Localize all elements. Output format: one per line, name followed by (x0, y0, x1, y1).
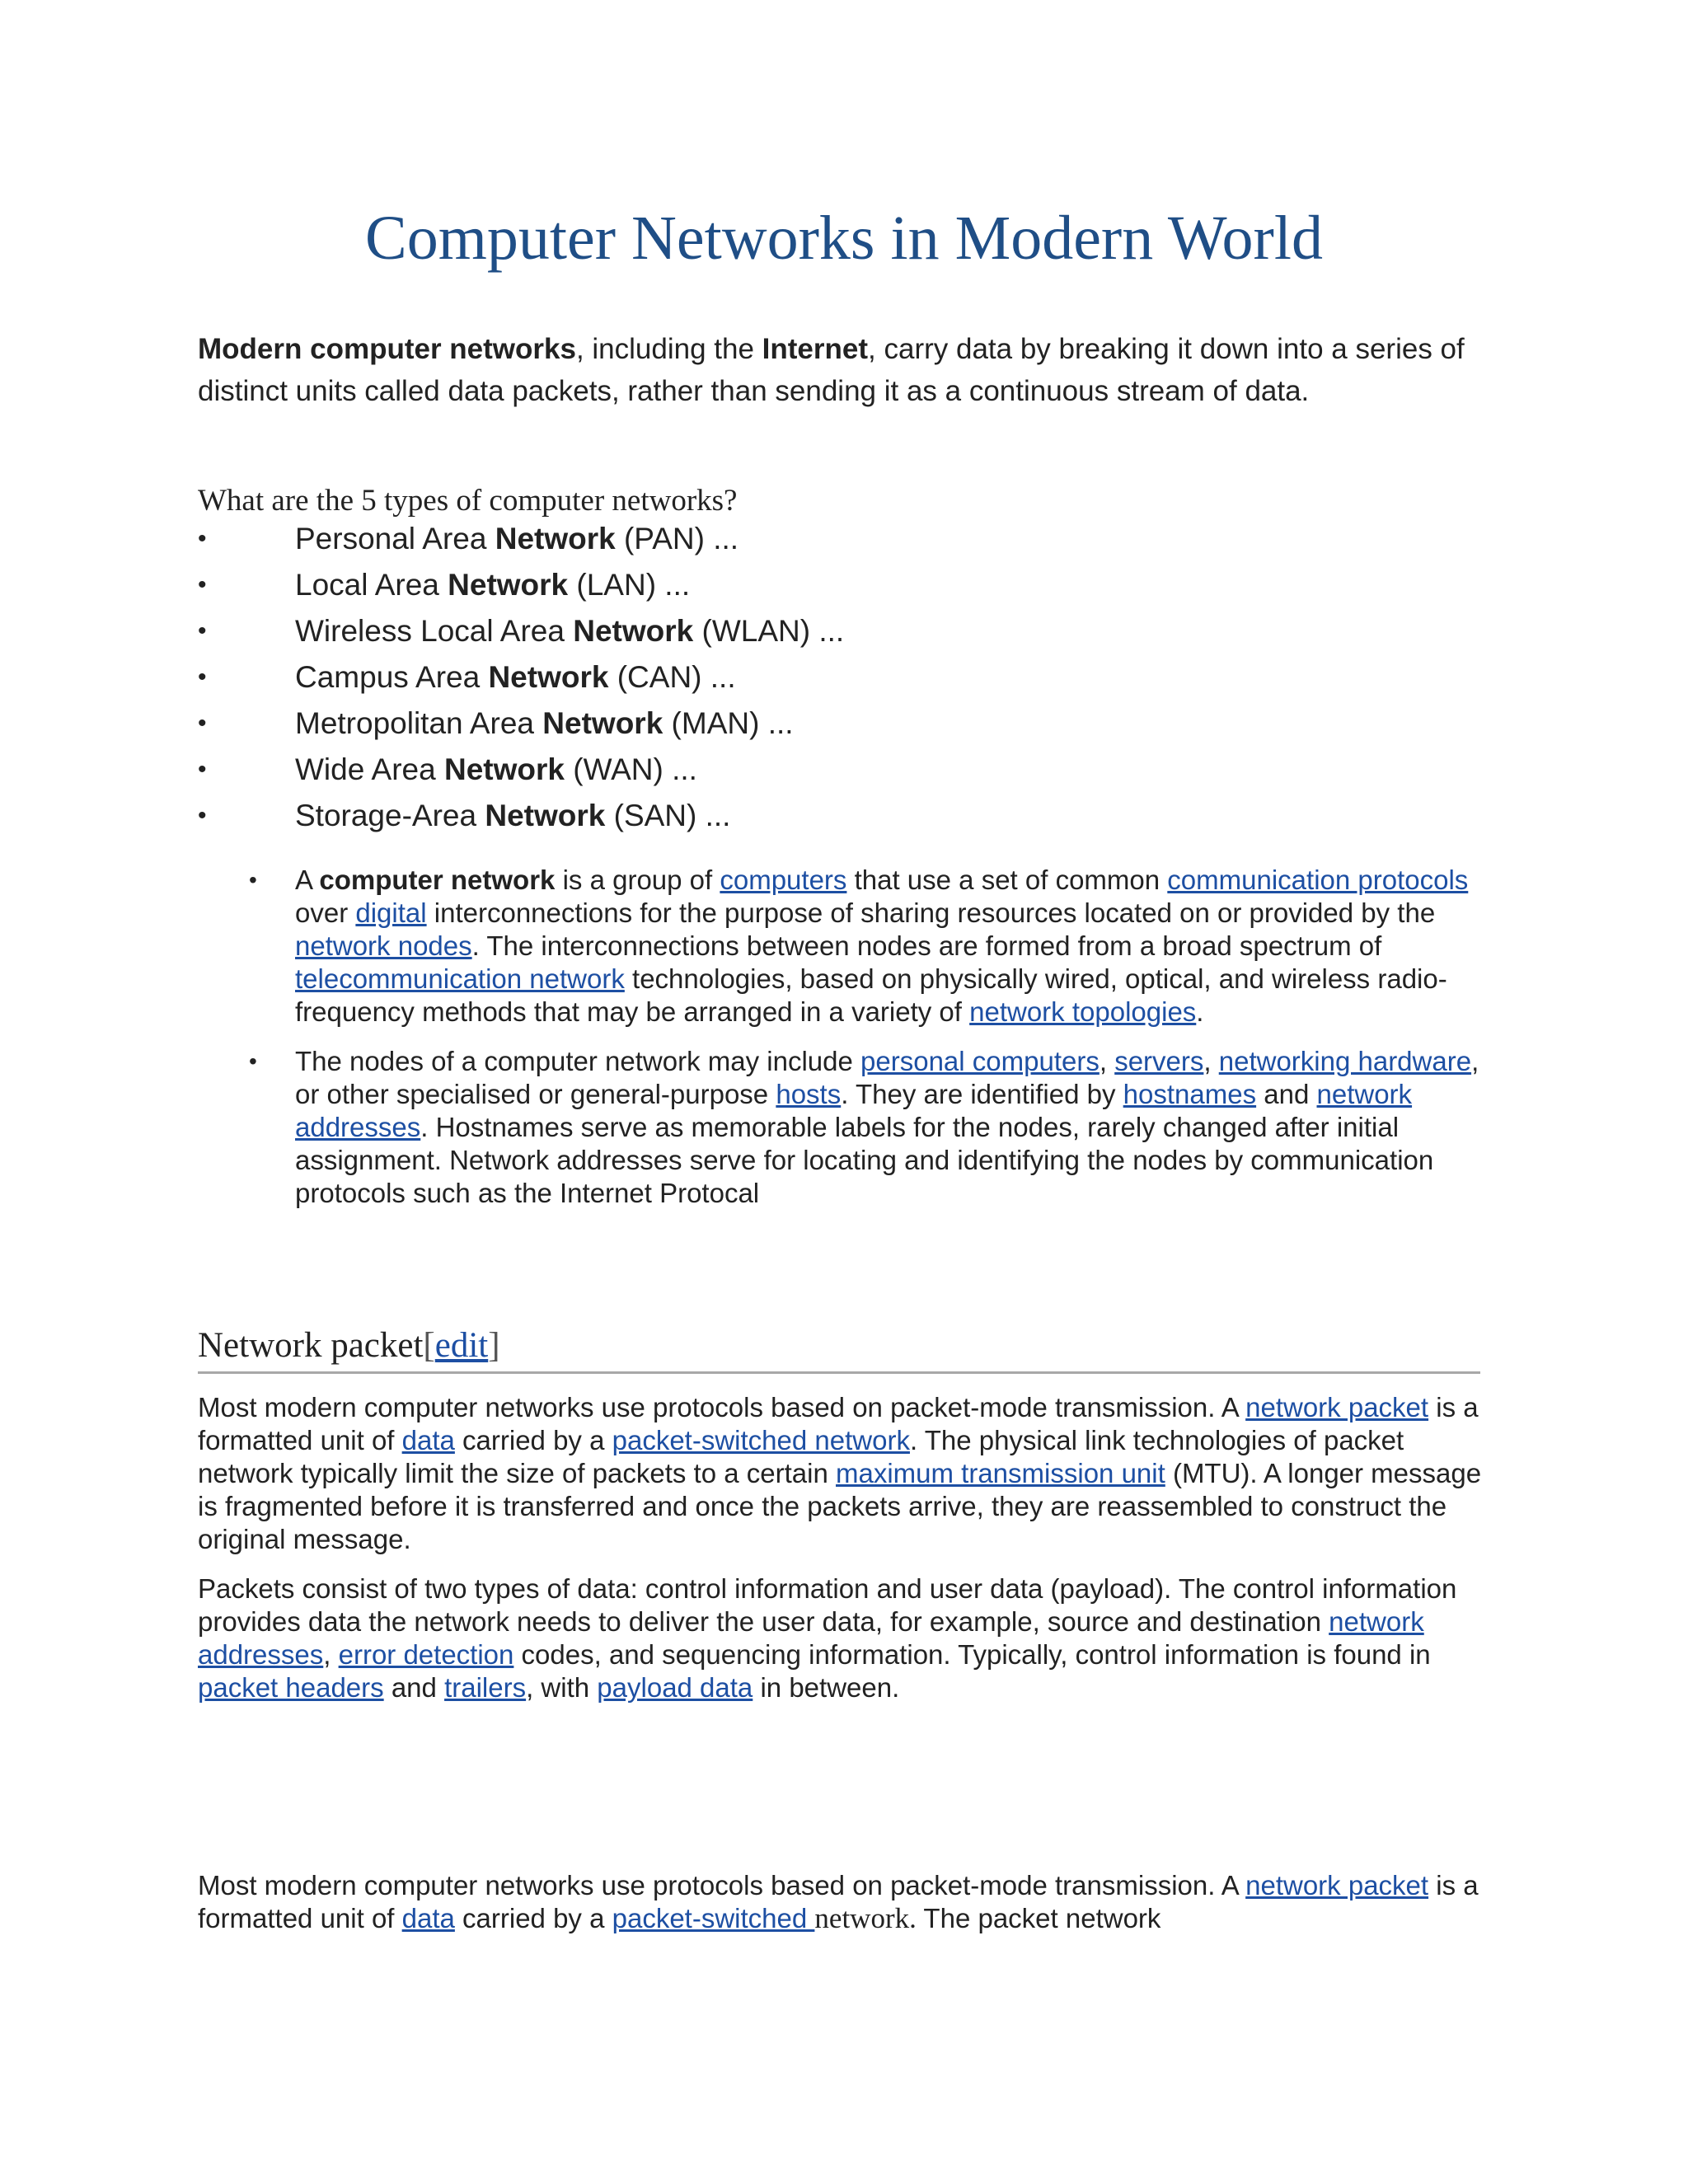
list-item-text: Wide Area (295, 752, 444, 786)
section-heading-network-packet (198, 1322, 1480, 1374)
section-heading-text: Network packet (198, 1326, 424, 1365)
link-hosts[interactable]: hosts (776, 1079, 842, 1109)
text: Most modern computer networks use protocols based on packet-mode transmission. A (198, 1870, 1246, 1900)
list-item-suffix: (WAN) ... (564, 752, 697, 786)
list-item-suffix: (MAN) ... (663, 706, 794, 740)
text: in between. (753, 1672, 900, 1703)
text: , (1099, 1046, 1115, 1076)
link-network-addresses[interactable]: network addresses (295, 1079, 1413, 1142)
link-payload-data[interactable]: payload data (597, 1672, 753, 1703)
link-network-addresses[interactable]: network addresses (198, 1606, 1424, 1670)
text: Packets consist of two types of data: control information and user data (payload). The control information provides data the network needs to deliver the user data, for example, source and destination (198, 1573, 1457, 1637)
text: , with (526, 1672, 598, 1703)
link-hostnames[interactable]: hostnames (1123, 1079, 1257, 1109)
text: , (1203, 1046, 1219, 1076)
text: The nodes of a computer network may include (295, 1046, 861, 1076)
list-item-bold: Network (488, 660, 609, 694)
list-item-bold: Network (573, 614, 694, 648)
list-item-bold: Network (443, 752, 565, 786)
link-packet-switched[interactable]: packet-switched (612, 1903, 815, 1933)
list-item-bold: Network (495, 522, 616, 555)
bold-term: computer network (319, 865, 556, 895)
list-item-suffix: (PAN) ... (615, 522, 739, 555)
list-item-suffix: (SAN) ... (605, 799, 731, 832)
link-network-topologies[interactable]: network topologies (969, 996, 1197, 1027)
intro-bold-2: Internet (762, 333, 869, 365)
list-item-text: Metropolitan Area (295, 706, 543, 740)
network-types-question: What are the 5 types of computer networks? (198, 484, 738, 518)
text: is a formatted unit of (198, 1392, 1479, 1455)
intro-paragraph (198, 328, 1484, 412)
link-data[interactable]: data (401, 1425, 455, 1455)
paragraph-packet-mode-repeat (198, 1869, 1492, 1935)
list-item-bold: Network (485, 799, 606, 832)
text: interconnections for the purpose of sharing resources located on or provided by the (426, 898, 1436, 928)
list-item (198, 752, 844, 798)
text: network. (814, 1902, 917, 1934)
text: . Hostnames serve as memorable labels for the nodes, rarely changed after initial assignment. Network addresses serve for locating and identifying the nodes by communication protocols such as the Internet Protocal (295, 1112, 1434, 1208)
intro-text-1: , including the (575, 333, 762, 365)
paragraph-packet-mode (198, 1391, 1492, 1556)
list-item-text: Campus Area (295, 660, 489, 694)
list-item (198, 705, 844, 752)
list-item-suffix: (CAN) ... (608, 660, 736, 694)
intro-text-2: , carry data by breaking it down into a series of distinct units called data packets, rather than sending it as a continuous stream of data. (198, 333, 1465, 407)
link-networking-hardware[interactable]: networking hardware (1218, 1046, 1472, 1076)
text: carried by a (454, 1903, 612, 1933)
network-types-list (198, 521, 844, 844)
text: technologies, based on physically wired, optical, and wireless radio-frequency methods that may be arranged in a variety of (295, 963, 1447, 1027)
list-item-text: Wireless Local Area (295, 614, 574, 648)
page-title: Computer Networks in Modern World (365, 204, 1323, 273)
text: , or other specialised or general-purpose (295, 1046, 1479, 1109)
link-network-nodes[interactable]: network nodes (295, 930, 472, 961)
link-packet-headers[interactable]: packet headers (198, 1672, 384, 1703)
link-telecommunication-network[interactable]: telecommunication network (295, 963, 625, 994)
text: , (323, 1639, 339, 1670)
text: The packet network (916, 1903, 1161, 1933)
paragraph-packet-contents (198, 1572, 1492, 1704)
link-trailers[interactable]: trailers (444, 1672, 527, 1703)
link-personal-computers[interactable]: personal computers (860, 1046, 1100, 1076)
text: . The physical link technologies of packet network typically limit the size of packets to a certain (198, 1425, 1404, 1488)
text: . They are identified by (841, 1079, 1123, 1109)
link-data[interactable]: data (401, 1903, 455, 1933)
list-item-text: Storage-Area (295, 799, 485, 832)
list-item (198, 613, 844, 659)
definition-network-nodes (295, 1045, 1498, 1210)
link-maximum-transmission-unit[interactable]: maximum transmission unit (836, 1458, 1165, 1488)
bracket-open: [ (423, 1326, 435, 1365)
list-item-suffix: (LAN) ... (568, 568, 691, 602)
list-item-bold: Network (448, 568, 569, 602)
edit-link[interactable]: edit (434, 1326, 489, 1365)
text: . The interconnections between nodes are formed from a broad spectrum of (471, 930, 1382, 961)
link-computers[interactable]: computers (720, 865, 847, 895)
text: . (1196, 996, 1204, 1027)
link-packet-switched-network[interactable]: packet-switched network (612, 1425, 910, 1455)
list-item (198, 798, 844, 844)
text: over (295, 898, 356, 928)
link-error-detection[interactable]: error detection (338, 1639, 514, 1670)
definition-computer-network (295, 864, 1498, 1029)
link-servers[interactable]: servers (1114, 1046, 1204, 1076)
text: is a formatted unit of (198, 1870, 1479, 1933)
text: A (295, 865, 320, 895)
intro-bold-1: Modern computer networks (198, 333, 576, 365)
link-digital[interactable]: digital (355, 898, 427, 928)
list-item-text: Personal Area (295, 522, 495, 555)
link-communication-protocols[interactable]: communication protocols (1167, 865, 1469, 895)
text: and (1256, 1079, 1317, 1109)
text: carried by a (454, 1425, 612, 1455)
list-item (198, 521, 844, 567)
text: (MTU). A longer message is fragmented before it is transferred and once the packets arrive, they are reassembled to construct the original message. (198, 1458, 1482, 1554)
list-item-text: Local Area (295, 568, 448, 602)
list-item-bold: Network (542, 706, 663, 740)
text: and (383, 1672, 445, 1703)
text: codes, and sequencing information. Typically, control information is found in (513, 1639, 1431, 1670)
definitions-list (295, 864, 1498, 1226)
bracket-close: ] (488, 1326, 500, 1365)
link-network-packet[interactable]: network packet (1245, 1392, 1429, 1422)
link-network-packet[interactable]: network packet (1245, 1870, 1429, 1900)
list-item (198, 567, 844, 613)
list-item (198, 659, 844, 705)
text: is a group of (555, 865, 720, 895)
text: that use a set of common (846, 865, 1168, 895)
text: Most modern computer networks use protocols based on packet-mode transmission. A (198, 1392, 1246, 1422)
list-item-suffix: (WLAN) ... (693, 614, 845, 648)
